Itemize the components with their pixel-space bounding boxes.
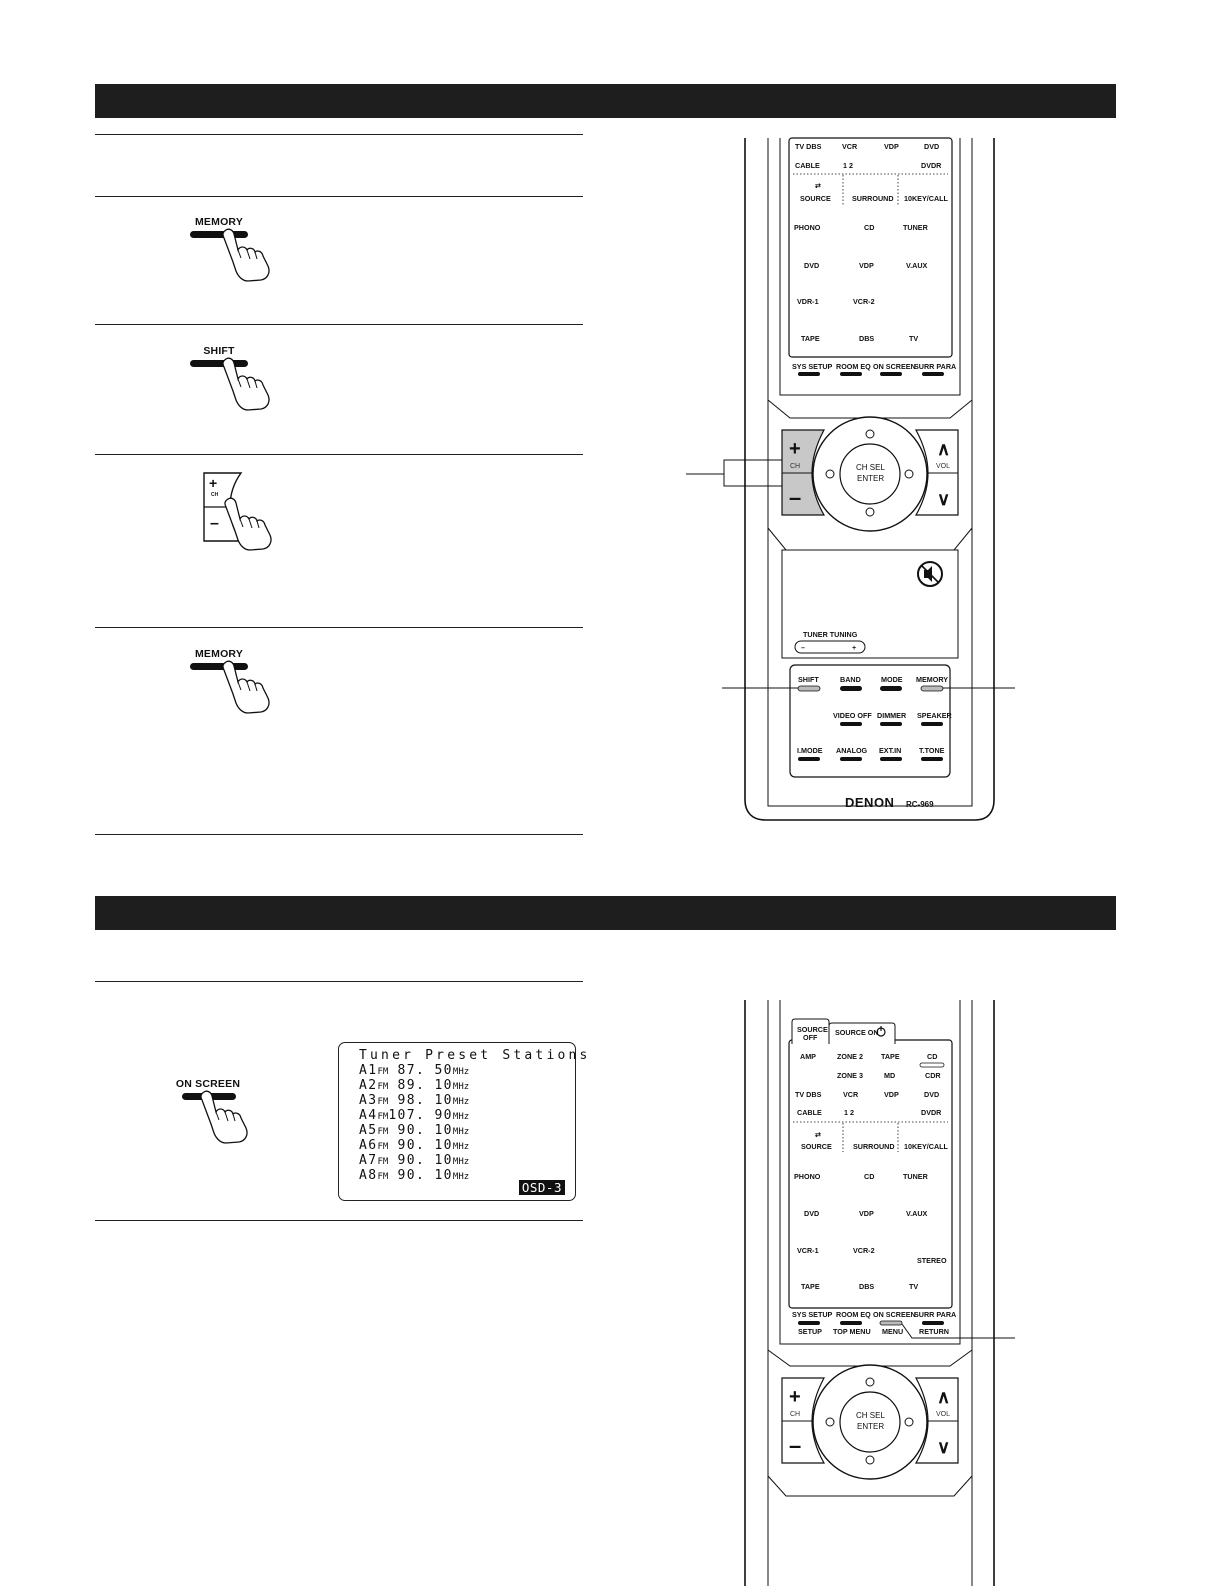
t-tone-key: T.TONE xyxy=(919,746,945,755)
tape-key: TAPE xyxy=(881,1052,900,1061)
stereo-key: STEREO xyxy=(917,1256,947,1265)
source-tuner: TUNER xyxy=(903,1172,928,1181)
osd-screen xyxy=(338,1042,591,1201)
swap-arrows-icon: ⇄ xyxy=(815,181,822,190)
surround-key: SURROUND xyxy=(853,1142,895,1151)
tuner-tuning-label: TUNER TUNING xyxy=(803,630,858,639)
source-vaux: V.AUX xyxy=(906,261,928,270)
osd-row: A5FM 90. 10MHz xyxy=(359,1123,470,1138)
source-dvd: DVD xyxy=(804,261,820,270)
mode-vdp: VDP xyxy=(884,142,899,151)
ch-label: CH xyxy=(211,492,219,498)
source-vaux: V.AUX xyxy=(906,1209,928,1218)
divider xyxy=(95,134,583,135)
source-cd: CD xyxy=(864,223,875,232)
shift-key-label: SHIFT xyxy=(203,345,235,357)
speaker-key: SPEAKER xyxy=(917,711,952,720)
remote-control-illustration xyxy=(680,136,1030,826)
10key-call-key: 10KEY/CALL xyxy=(904,1142,948,1151)
source-off-tab-line2: OFF xyxy=(803,1033,818,1042)
mode-tv-dbs: TV DBS xyxy=(795,1090,822,1099)
ch-plus-label: + xyxy=(209,475,218,491)
enter-label: ENTER xyxy=(857,474,885,483)
vol-label: VOL xyxy=(936,463,951,470)
divider xyxy=(95,627,583,628)
osd-badge: OSD-3 xyxy=(519,1180,565,1195)
mode-tv-dbs: TV DBS xyxy=(795,142,822,151)
memory-key: MEMORY xyxy=(916,675,949,684)
ch-label: CH xyxy=(790,1411,801,1418)
osd-row: A4FM107. 90MHz xyxy=(359,1108,470,1123)
cdr-key: CDR xyxy=(925,1071,941,1080)
mode-cable: CABLE xyxy=(797,1108,822,1117)
osd-row: A1FM 87. 50MHz xyxy=(359,1063,470,1078)
source-tape: TAPE xyxy=(801,1282,820,1291)
source-phono: PHONO xyxy=(794,223,821,232)
vol-up-icon: ∧ xyxy=(937,1387,951,1407)
vol-down-icon: ∨ xyxy=(937,1437,951,1457)
source-tv: TV xyxy=(909,334,919,343)
pressing-hand-icon xyxy=(222,495,282,551)
source-cd: CD xyxy=(864,1172,875,1181)
vol-down-icon: ∨ xyxy=(937,489,951,509)
mode-dvdr: DVDR xyxy=(921,1108,942,1117)
tuning-plus: + xyxy=(852,643,857,652)
room-eq-key: ROOM EQ xyxy=(836,1310,871,1319)
mode-dvd: DVD xyxy=(924,1090,940,1099)
osd-row: A3FM 98. 10MHz xyxy=(359,1093,470,1108)
mode-vcr: VCR xyxy=(843,1090,859,1099)
source-tape: TAPE xyxy=(801,334,820,343)
ch-sel-label: CH SEL xyxy=(856,463,885,472)
mode-dvd: DVD xyxy=(924,142,940,151)
osd-row: A8FM 90. 10MHz xyxy=(359,1168,470,1183)
divider xyxy=(95,1220,583,1221)
vol-up-icon: ∧ xyxy=(937,439,951,459)
mode-vcr: VCR xyxy=(842,142,858,151)
source-vdp: VDP xyxy=(859,1209,874,1218)
pressing-hand-icon xyxy=(220,658,280,714)
osd-row: A6FM 90. 10MHz xyxy=(359,1138,470,1153)
mode-1-2: 1 2 xyxy=(844,1108,854,1117)
brand-logo: DENON xyxy=(845,795,895,810)
model-label: RC-969 xyxy=(906,800,934,809)
cd-key: CD xyxy=(927,1052,938,1061)
setup-sub: SETUP xyxy=(798,1327,822,1336)
surr-para-key: SURR PARA xyxy=(914,362,957,371)
ch-minus-label: – xyxy=(210,515,219,532)
swap-arrows-icon: ⇄ xyxy=(815,1130,822,1139)
ch-label: CH xyxy=(790,463,801,470)
dimmer-key: DIMMER xyxy=(877,711,907,720)
divider xyxy=(95,324,583,325)
ch-minus-label: – xyxy=(789,485,802,510)
divider xyxy=(95,454,583,455)
room-eq-key: ROOM EQ xyxy=(836,362,871,371)
10key-call-key: 10KEY/CALL xyxy=(904,194,948,203)
vol-label: VOL xyxy=(936,1411,951,1418)
mode-cable: CABLE xyxy=(795,161,820,170)
remote-control-illustration xyxy=(740,998,1030,1586)
osd-row: A2FM 89. 10MHz xyxy=(359,1078,470,1093)
source-vdr1: VDR-1 xyxy=(797,297,819,306)
divider xyxy=(95,834,583,835)
source-dvd: DVD xyxy=(804,1209,820,1218)
ch-minus-label: – xyxy=(789,1433,802,1458)
source-vcr2: VCR-2 xyxy=(853,1246,875,1255)
pressing-hand-icon xyxy=(220,355,280,411)
pressing-hand-icon xyxy=(220,226,280,282)
mode-1-2: 1 2 xyxy=(843,161,853,170)
memory-key-label: MEMORY xyxy=(194,216,244,228)
source-dbs: DBS xyxy=(859,1282,875,1291)
source-off-tab-line1: SOURCE xyxy=(797,1025,828,1034)
i-mode-key: I.MODE xyxy=(797,746,823,755)
analog-key: ANALOG xyxy=(836,746,868,755)
return-sub: RETURN xyxy=(919,1327,949,1336)
shift-key: SHIFT xyxy=(798,675,819,684)
band-key: BAND xyxy=(840,675,861,684)
tuning-minus: – xyxy=(801,643,805,652)
surround-key: SURROUND xyxy=(852,194,894,203)
source-on-tab: SOURCE ON xyxy=(835,1028,879,1037)
menu-sub: MENU xyxy=(882,1327,904,1336)
ch-plus-label: + xyxy=(789,438,801,460)
video-off-key: VIDEO OFF xyxy=(833,711,872,720)
source-dbs: DBS xyxy=(859,334,875,343)
sys-setup-key: SYS SETUP xyxy=(792,1310,833,1319)
on-screen-key: ON SCREEN xyxy=(873,1310,916,1319)
osd-title: Tuner Preset Stations xyxy=(359,1048,591,1063)
section2-header-bar xyxy=(95,896,1116,930)
pressing-hand-icon xyxy=(198,1088,258,1144)
amp-key: AMP xyxy=(800,1052,816,1061)
mode-key: MODE xyxy=(881,675,903,684)
ch-sel-label: CH SEL xyxy=(856,1411,885,1420)
mode-vdp: VDP xyxy=(884,1090,899,1099)
top-menu-sub: TOP MENU xyxy=(833,1327,871,1336)
enter-label: ENTER xyxy=(857,1422,885,1431)
zone2-key: ZONE 2 xyxy=(837,1052,863,1061)
source-phono: PHONO xyxy=(794,1172,821,1181)
memory-key-label: MEMORY xyxy=(194,648,244,660)
zone3-key: ZONE 3 xyxy=(837,1071,863,1080)
source-key: SOURCE xyxy=(800,194,831,203)
source-key: SOURCE xyxy=(801,1142,832,1151)
sys-setup-key: SYS SETUP xyxy=(792,362,833,371)
source-vcr1: VCR-1 xyxy=(797,1246,819,1255)
ext-in-key: EXT.IN xyxy=(879,746,902,755)
surr-para-key: SURR PARA xyxy=(914,1310,957,1319)
source-vcr2: VCR-2 xyxy=(853,297,875,306)
md-key: MD xyxy=(884,1071,896,1080)
ch-plus-label: + xyxy=(789,1386,801,1408)
source-vdp: VDP xyxy=(859,261,874,270)
mode-dvdr: DVDR xyxy=(921,161,942,170)
source-tuner: TUNER xyxy=(903,223,928,232)
on-screen-key-label: ON SCREEN xyxy=(175,1078,241,1090)
divider xyxy=(95,981,583,982)
divider xyxy=(95,196,583,197)
osd-row: A7FM 90. 10MHz xyxy=(359,1153,470,1168)
source-tv: TV xyxy=(909,1282,919,1291)
on-screen-key: ON SCREEN xyxy=(873,362,916,371)
section1-header-bar xyxy=(95,84,1116,118)
